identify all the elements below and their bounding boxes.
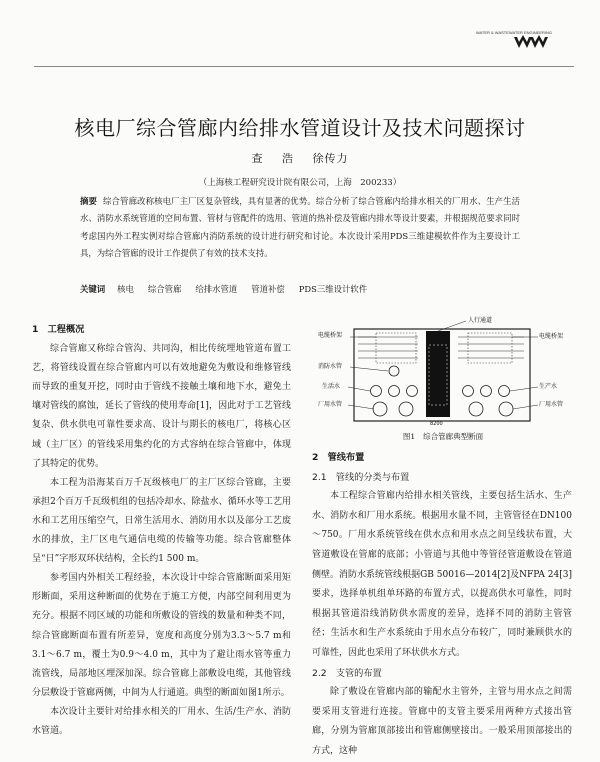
walkway-shaft — [426, 331, 450, 417]
subsection-heading: 2.1 管线的分类与布置 — [312, 471, 410, 483]
journal-logo-icon — [514, 35, 548, 49]
label-cable-duct: 电缆桥架 — [539, 333, 564, 340]
label-plant-water: 厂用水管 — [318, 401, 343, 408]
body-paragraph: 综合管廊又称综合管沟、共同沟，相比传统埋地管道布置工艺，将管线设置在综合管廊内可以有效地避免为敷设和维修管线而导致的重复开挖，同时由于管线不接触土壤和地下水，避免土壤对管线的腐蚀，延长了管线的使用寿命[1]，因此对于工艺管线复杂、供水供电可靠性要求高、设计与期长的核电厂，将核心区域（主厂区）的管线采用集约化的方式容纳在综合管廊中，体现了其特定的优势。 — [32, 344, 291, 469]
pipe-circle — [371, 386, 382, 397]
keyword: 管道补偿 — [251, 284, 285, 294]
label-dimension: 8200 — [430, 421, 443, 427]
body-paragraph: 本工程综合管廊内给排水相关管线，主要包括生活水、生产水、消防水和厂用水系统。根据用水量不同，主管管径在DN100～750。厂用水系统管线在供水点和用水点之间呈线状布置，大管道敷设在管廊的底部；小管道与其他中等管径管道敷设在管道侧壁。消防水系统管线根据GB 50016—2014[2]及NFPA 24[3]要求，选择单机组单环路的布置方式，以提高供水可靠性，同时根据其管道沿线消防供水需度的差异，选择不同的消防主管管径；生活水和生产水系统由于用水点分布较广，同时兼顾供水的可靠性，因此也采用了环状供水方式。 — [312, 491, 572, 658]
fire-pipe-circle — [389, 366, 399, 376]
label-process-water: 生产水 — [539, 383, 558, 390]
right-column — [312, 448, 572, 762]
keyword: 综合管廊 — [147, 284, 182, 294]
plant-water-pipe-circle — [399, 402, 413, 416]
figure-1-cross-section — [318, 315, 568, 427]
journal-logo — [475, 30, 552, 50]
left-cable-brackets — [358, 333, 418, 363]
body-paragraph: 除了敷设在管廊内部的输配水主管外，主管与用水点之间需要采用支管进行连接。管廊中的支管主要采用两种方式接出管廊，分别为管廊顶部接出和管廊侧壁接出。一般采用顶部接出的方式，这种 — [312, 687, 572, 756]
paper-title: 核电厂综合管廊内给排水管道设计及技术问题探讨 — [74, 116, 526, 140]
body-paragraph: 参考国内外相关工程经验，本次设计中综合管廊断面采用矩形断面，采用这种断面的优势在于施工方便，内部空间利用更为充分。根据不同区域的功能和所敷设的管线的数量和种类不同，综合管廊断面布置有所差异，宽度和高度分别为3.3～5.7 m和3.1～6.7 m，覆土为0.9～4.0 m，其中为了避让雨水管等重力流管线，局部地区埋深加深。综合管廊上部敷设电缆，其他管线分层敷设于管廊两侧，中间为人行通道。典型的断面如图1所示。 — [32, 573, 291, 698]
abstract — [80, 193, 520, 262]
label-domestic-water: 生活水 — [322, 383, 341, 390]
subsection-heading: 2.2 支管的布置 — [312, 667, 382, 679]
keywords — [80, 283, 520, 295]
abstract-text: 综合管廊改称核电厂主厂区复杂管线，具有显著的优势。综合分析了综合管廊内给排水相关的厂用水、生产生活水、消防水系统管道的空间布置、管材与管配件的选用、管道的热补偿及管廊内排水等设计要素，并根据规范要求同时考虑国内外工程实例对综合管廊内消防系统的设计进行研究和讨论。本次设计采用PDS三维建模软件作为主要设计工具，为综合管廊的设计工作提供了有效的技术支持。 — [80, 196, 521, 258]
body-paragraph: 本次设计主要针对给排水相关的厂用水、生活/生产水、消防水管道。 — [32, 706, 291, 736]
section-heading — [312, 448, 572, 468]
right-cable-brackets — [458, 333, 524, 363]
figure-caption — [318, 431, 568, 442]
keyword: 给排水管道 — [195, 284, 238, 294]
pipe-circle — [463, 386, 474, 397]
left-column — [32, 320, 291, 741]
keywords-label: 关键词 — [80, 284, 106, 294]
pipe-circle — [407, 386, 418, 397]
abstract-label: 摘要 — [80, 196, 98, 206]
paper-authors: 查 浩 徐传力 — [251, 152, 349, 165]
section-heading: 1 工程概况 — [32, 324, 85, 335]
plant-water-pipe-circle — [469, 402, 483, 416]
pipe-circle — [389, 386, 400, 397]
journal-logo-text: WATER & WASTEWATER ENGINEERING — [475, 30, 552, 35]
label-walkway: 人行通道 — [468, 317, 493, 324]
pipe-circle — [499, 386, 510, 397]
plant-water-pipe-circle — [499, 402, 513, 416]
keyword: 核电 — [117, 284, 134, 294]
paper-affiliation: （上海核工程研究设计院有限公司，上海 200233） — [198, 178, 402, 188]
section-2-heading: 2 管线布置 — [312, 452, 365, 463]
keyword: PDS三维设计软件 — [298, 284, 368, 294]
caption-label: 图1 — [402, 432, 416, 441]
label-fire-pipe: 消防水管 — [318, 363, 343, 370]
label-cable-bracket: 电缆桥架 — [318, 332, 343, 339]
body-paragraph: 本工程为沿海某百万千瓦级核电厂的主厂区综合管廊，主要承担2个百万千瓦级机组的包括冷却水、除盐水、循环水等工艺用水和工艺用压缩空气，日常生活用水、消防用水以及部分工艺废水的排放，主厂区电气通信电缆的传输等功能。综合管廊整体呈“日”字形双环状结构，全长约1 500 m。 — [32, 477, 291, 565]
label-plant-water-right: 厂用水管 — [539, 401, 564, 408]
caption-text: 综合管廊典型断面 — [423, 432, 484, 441]
pipe-circle — [481, 386, 492, 397]
plant-water-pipe-circle — [373, 402, 387, 416]
header-rule — [34, 66, 574, 67]
